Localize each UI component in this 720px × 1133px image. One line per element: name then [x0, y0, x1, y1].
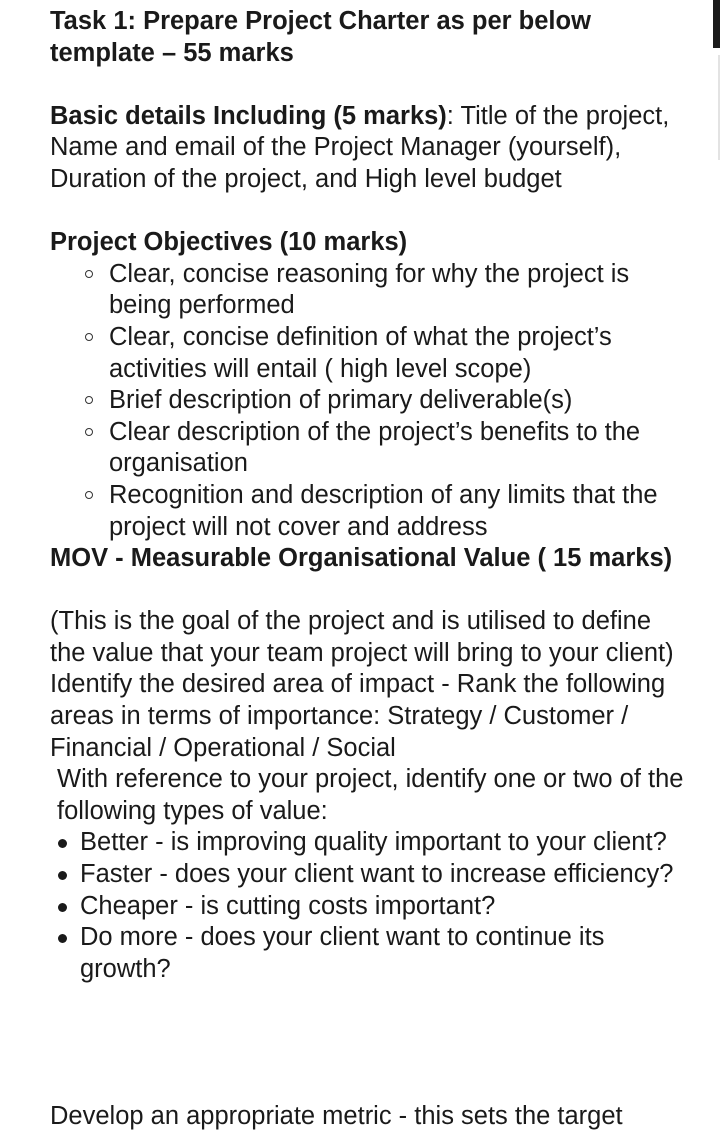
task-title-line2: template – 55 marks [50, 38, 294, 67]
mov-heading: MOV - Measurable Organisational Value ( 15 marks) [50, 544, 673, 573]
list-item [109, 259, 690, 322]
circle-bullet-icon [85, 491, 93, 499]
objectives-list [50, 259, 690, 543]
list-item-text: Cheaper - is cutting costs important? [80, 891, 496, 920]
circle-bullet-icon [85, 333, 93, 341]
list-item [80, 859, 690, 891]
spacer [50, 69, 690, 101]
mov-impact-paragraph: Identify the desired area of impact - Rank the following areas in terms of importance: Strategy / Customer / Financial / Operational / Social [50, 670, 666, 762]
list-item-text: Do more - does your client want to continue its growth? [80, 923, 605, 983]
list-item [109, 480, 690, 543]
basic-details-heading: Basic details Including (5 marks) [50, 101, 447, 130]
list-item [109, 385, 690, 417]
objectives-heading: Project Objectives (10 marks) [50, 228, 408, 257]
circle-bullet-icon [85, 270, 93, 278]
spacer [50, 575, 690, 607]
list-item [109, 322, 690, 385]
list-item [80, 891, 690, 923]
mov-value-intro: With reference to your project, identify one or two of the following types of value: [57, 765, 684, 825]
list-item [80, 827, 690, 859]
list-item [109, 417, 690, 480]
disc-bullet-icon [58, 871, 67, 880]
scrollbar-thumb[interactable] [713, 0, 720, 48]
list-item-text: Clear, concise reasoning for why the project is being performed [109, 259, 630, 320]
mov-goal-paragraph: (This is the goal of the project and is utilised to define the value that your team project will bring to your client) [50, 607, 674, 667]
list-item-text: Brief description of primary deliverable(s) [109, 386, 573, 415]
task-title-line1: Task 1: Prepare Project Charter as per below [50, 7, 591, 35]
list-item [80, 922, 690, 985]
disc-bullet-icon [58, 934, 67, 943]
disc-bullet-icon [58, 839, 67, 848]
list-item-text: Clear description of the project’s benefits to the organisation [109, 417, 641, 478]
value-types-list [50, 827, 690, 985]
basic-details [50, 101, 690, 196]
spacer [50, 196, 690, 228]
list-item-text: Recognition and description of any limits that the project will not cover and address [109, 480, 658, 541]
list-item-text: Better - is improving quality important to your client? [80, 828, 667, 857]
disc-bullet-icon [58, 903, 67, 912]
cutoff-text-line: Develop an appropriate metric - this sets the target [50, 1102, 623, 1130]
circle-bullet-icon [85, 428, 93, 436]
basic-details-text: : Title of the project, Name and email of the Project Manager (yourself), Duration of the project, and High level budget [50, 101, 670, 193]
list-item-text: Clear, concise definition of what the project’s activities will entail ( high level scope) [109, 322, 612, 383]
list-item-text: Faster - does your client want to increase efficiency? [80, 860, 674, 889]
task-title [50, 6, 690, 69]
circle-bullet-icon [85, 396, 93, 404]
document-body [50, 6, 690, 985]
